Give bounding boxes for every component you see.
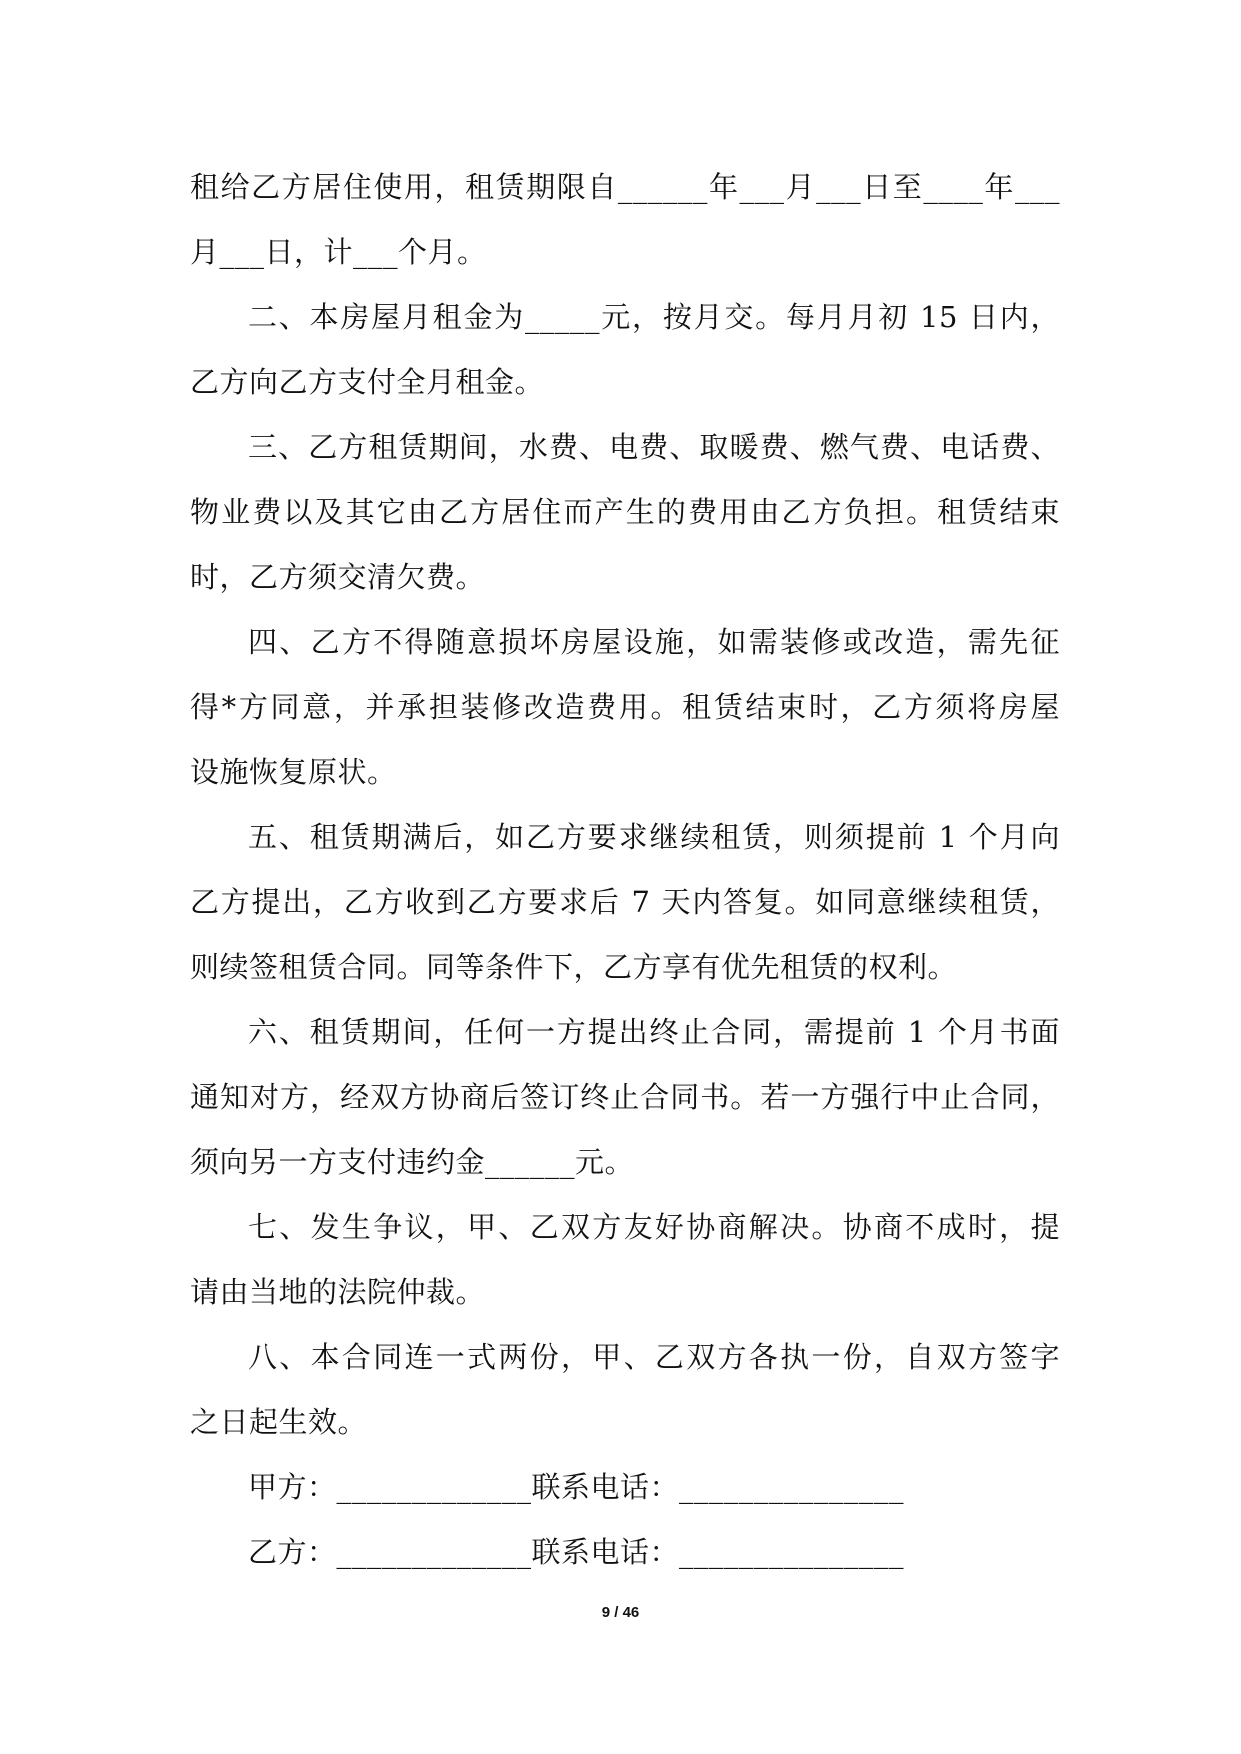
paragraph-line: 乙方提出，乙方收到乙方要求后 7 天内答复。如同意继续租赁， <box>190 885 1060 919</box>
paragraph-line: 设施恢复原状。 <box>190 755 397 789</box>
clause-8-line: 八、本合同连一式两份，甲、乙双方各执一份，自双方签字 <box>248 1340 1060 1374</box>
paragraph-line: 通知对方，经双方协商后签订终止合同书。若一方强行中止合同， <box>190 1080 1060 1114</box>
page-number: 9 / 46 <box>601 1604 640 1621</box>
party-b-signature-line: 乙方：_____________联系电话：_______________ <box>248 1535 905 1569</box>
paragraph-line: 租给乙方居住使用，租赁期限自______年___月___日至____年___ <box>190 170 1060 204</box>
clause-6-line: 六、租赁期间，任何一方提出终止合同，需提前 1 个月书面 <box>248 1015 1060 1049</box>
clause-2-line: 二、本房屋月租金为_____元，按月交。每月月初 15 日内， <box>248 300 1060 334</box>
clause-3-line: 三、乙方租赁期间，水费、电费、取暖费、燃气费、电话费、 <box>248 430 1060 464</box>
paragraph-line: 须向另一方支付违约金______元。 <box>190 1145 635 1179</box>
paragraph-line: 乙方向乙方支付全月租金。 <box>190 365 545 399</box>
paragraph-line: 请由当地的法院仲裁。 <box>190 1275 486 1309</box>
paragraph-line: 物业费以及其它由乙方居住而产生的费用由乙方负担。租赁结束 <box>190 495 1060 529</box>
clause-4-line: 四、乙方不得随意损坏房屋设施，如需装修或改造，需先征 <box>248 625 1060 659</box>
paragraph-line: 得*方同意，并承担装修改造费用。租赁结束时，乙方须将房屋 <box>190 690 1060 724</box>
clause-7-line: 七、发生争议，甲、乙双方友好协商解决。协商不成时，提 <box>248 1210 1060 1244</box>
paragraph-line: 时，乙方须交清欠费。 <box>190 560 486 594</box>
paragraph-line: 之日起生效。 <box>190 1405 368 1439</box>
contract-body <box>190 155 1060 1585</box>
paragraph-line: 则续签租赁合同。同等条件下，乙方享有优先租赁的权利。 <box>190 950 958 984</box>
party-a-signature-line: 甲方：_____________联系电话：_______________ <box>248 1470 905 1504</box>
paragraph-line: 月___日，计___个月。 <box>190 235 487 269</box>
clause-5-line: 五、租赁期满后，如乙方要求继续租赁，则须提前 1 个月向 <box>248 820 1060 854</box>
